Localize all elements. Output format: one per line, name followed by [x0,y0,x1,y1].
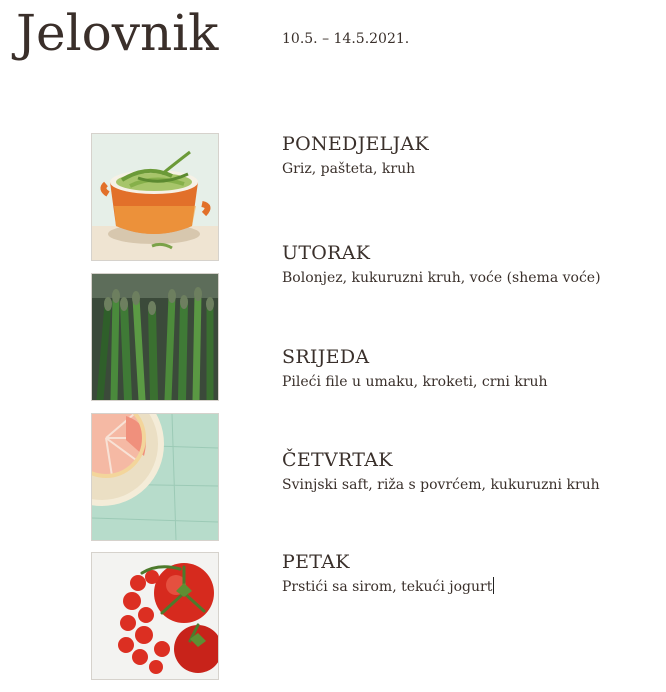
tomatoes-icon [92,553,218,679]
day-name: PONEDJELJAK [282,133,430,155]
day-menu: Bolonjez, kukuruzni kruh, voće (shema voće) [282,270,601,286]
day-name: UTORAK [282,242,371,264]
date-range: 10.5. – 14.5.2021. [282,31,410,47]
text-cursor [493,577,494,594]
day-menu-editable[interactable] [282,577,652,597]
day-thursday [282,448,652,495]
day-menu-text: Prstići sa sirom, tekući jogurt [282,579,493,595]
photo-grapefruit [91,413,219,541]
day-menu: Griz, pašteta, kruh [282,161,416,177]
grapefruit-plate-icon [92,414,218,540]
day-name: ČETVRTAK [282,449,393,471]
day-name: PETAK [282,551,350,573]
day-monday [282,132,652,179]
day-wednesday [282,345,652,392]
photo-tomatoes [91,552,219,680]
photo-asparagus [91,273,219,401]
day-menu: Svinjski saft, riža s povrćem, kukuruzni kruh [282,477,600,493]
day-friday [282,550,652,597]
day-tuesday [282,241,652,288]
page-title: Jelovnik [16,4,219,62]
photo-green-beans [91,133,219,261]
day-name: SRIJEDA [282,346,370,368]
asparagus-icon [92,274,218,400]
green-beans-bowl-icon [92,134,218,260]
day-menu: Pileći file u umaku, kroketi, crni kruh [282,374,548,390]
